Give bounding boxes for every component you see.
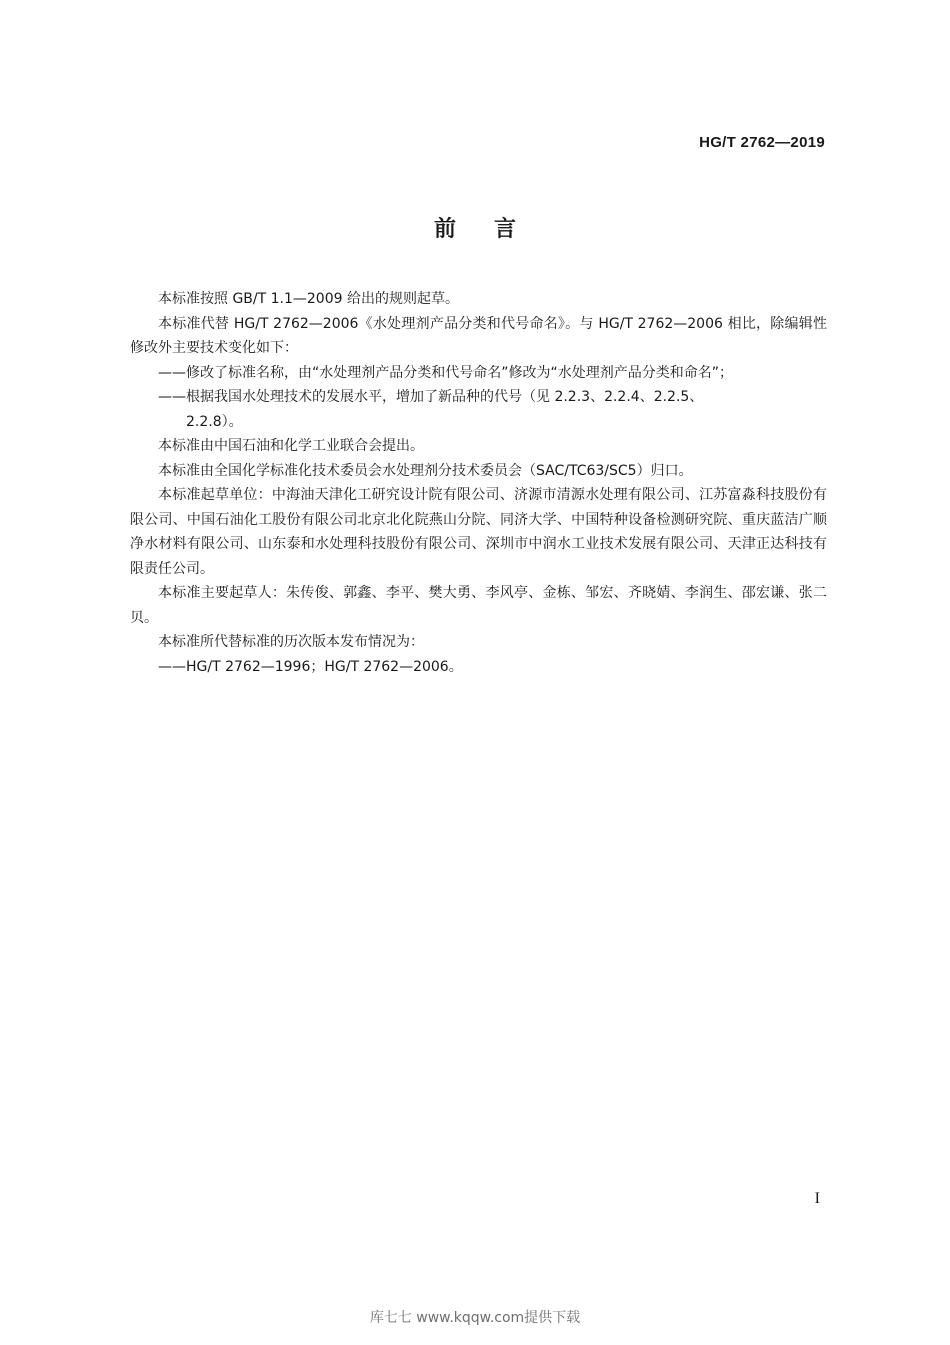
paragraph-drafting-rules: 本标准按照 GB/T 1.1—2009 给出的规则起草。 <box>158 291 459 307</box>
foreword-body <box>130 287 827 679</box>
list-item-change-1: ——修改了标准名称，由“水处理剂产品分类和代号命名”修改为“水处理剂产品分类和命名”； <box>158 364 734 381</box>
list-item-change-2-cont: 2.2.8）。 <box>186 413 243 430</box>
paragraph-previous-editions: 本标准所代替标准的历次版本发布情况为： <box>158 634 424 650</box>
paragraph-committee: 本标准由全国化学标准化技术委员会水处理剂分技术委员会（SAC/TC63/SC5）归口。 <box>158 462 693 479</box>
list-item-change-2-text: ——根据我国水处理技术的发展水平，增加了新品种的代号（见 2.2.3、2.2.4、2.2.5、 <box>158 389 704 405</box>
list-item-previous-editions: ——HG/T 2762—1996；HG/T 2762—2006。 <box>158 658 463 675</box>
paragraph-drafters: 本标准主要起草人：朱传俊、郭鑫、李平、樊大勇、李风亭、金栋、邹宏、齐晓婧、李润生、邵宏谦、张二贝。 <box>130 585 827 626</box>
paragraph-proposed-by: 本标准由中国石油和化学工业联合会提出。 <box>158 438 424 454</box>
page-number: I <box>814 1190 820 1207</box>
download-watermark: 库七七 www.kqqw.com提供下载 <box>369 1310 581 1326</box>
paragraph-drafting-units: 本标准起草单位：中海油天津化工研究设计院有限公司、济源市清源水处理有限公司、江苏富淼科技股份有限公司、中国石油化工股份有限公司北京北化院燕山分院、同济大学、中国特种设备检测研究院、重庆蓝洁广顺净水材料有限公司、山东泰和水处理科技股份有限公司、深圳市中润水工业技术发展有限公司、天津正达科技有限责任公司。 <box>130 487 827 577</box>
page-title: 前言 <box>433 217 554 242</box>
paragraph-replacement: 本标准代替 HG/T 2762—2006《水处理剂产品分类和代号命名》。与 HG/T 2762—2006 相比，除编辑性修改外主要技术变化如下： <box>130 315 827 356</box>
standard-code: HG/T 2762—2019 <box>699 134 825 151</box>
list-item-change-2 <box>130 385 827 434</box>
